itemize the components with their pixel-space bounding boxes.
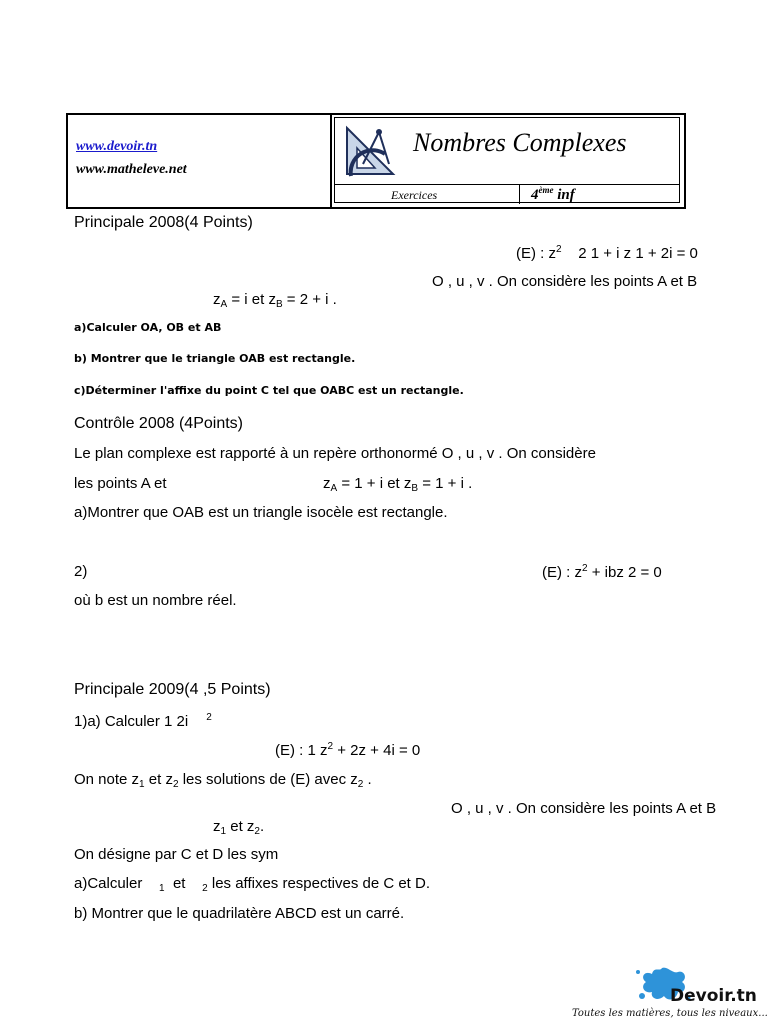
- paragraph-plan-complexe: Le plan complexe est rapporté à un repère orthonormé O , u , v . On considère: [74, 445, 596, 462]
- question-1b: b) Montrer que le triangle OAB est rectangle.: [74, 352, 356, 365]
- section-heading-principale-2008: Principale 2008(4 Points): [74, 214, 253, 231]
- equation-E-1: (E) : $z^2$ 2 1 + i z 1 + 2i = 0: [516, 244, 698, 262]
- solutions-text: On note $z_1$ et $z_2$ les solutions de (E) avec $z_2$ .: [74, 771, 372, 790]
- site-link-devoir[interactable]: www.devoir.tn: [76, 139, 158, 154]
- header-table: [66, 113, 686, 209]
- affixes-A-B-2: $z_A = 1 + i$ et $z_B = 1 + i$ .: [323, 475, 473, 494]
- question-3a: a)Calculer $_1$ et $_2$ les affixes respectives de C et D.: [74, 875, 431, 894]
- section-heading-controle-2008: Contrôle 2008 (4Points): [74, 415, 243, 432]
- header-sep: [335, 184, 679, 185]
- geometry-tools-icon: [341, 124, 397, 180]
- logo-brand: Devoir.tn: [670, 986, 757, 1006]
- z1-z2-text: $z_1$ et $z_2$.: [213, 818, 265, 837]
- exercices-label: Exercices: [391, 188, 438, 202]
- document-title: Nombres Complexes: [413, 128, 627, 157]
- question-3-1a: 1)a) Calculer 1 2i $^2$: [74, 712, 212, 730]
- header-divider: [330, 115, 332, 207]
- points-A-B-label: les points A et: [74, 475, 167, 492]
- repere-text-1: O , u , v . On considère les points A et B: [432, 273, 698, 290]
- logo-tagline: Toutes les matières, tous les niveaux...: [572, 1008, 768, 1019]
- question-1c: c)Déterminer l'affixe du point C tel que OABC est un rectangle.: [74, 384, 464, 397]
- question-3b: b) Montrer que le quadrilatère ABCD est un carré.: [74, 905, 405, 922]
- symmetric-text: On désigne par C et D les sym: [74, 846, 279, 863]
- site-link-matheleve[interactable]: www.matheleve.net: [76, 162, 187, 177]
- question-1a: a)Calculer OA, OB et AB: [74, 321, 222, 334]
- header-title-box: [334, 117, 680, 203]
- section-heading-principale-2009: Principale 2009(4 ,5 Points): [74, 681, 271, 698]
- affixes-A-B-1: $z_A = i$ et $z_B = 2 + i$ .: [213, 291, 337, 310]
- equation-E-2: (E) : $z^2$ + ibz 2 = 0: [542, 563, 662, 581]
- question-2-number: 2): [74, 563, 88, 580]
- equation-E-3: (E) : 1 $z^2 + 2z + 4i = 0$: [275, 741, 421, 759]
- repere-text-3: O , u , v . On considère les points A et B: [451, 800, 717, 817]
- devoir-tn-logo: [560, 958, 768, 1024]
- header-sep-vertical: [519, 184, 520, 204]
- question-2a: a)Montrer que OAB est un triangle isocèle est rectangle.: [74, 504, 448, 521]
- level-label: 4ème inf: [531, 185, 575, 203]
- b-real-text: où b est un nombre réel.: [74, 592, 237, 609]
